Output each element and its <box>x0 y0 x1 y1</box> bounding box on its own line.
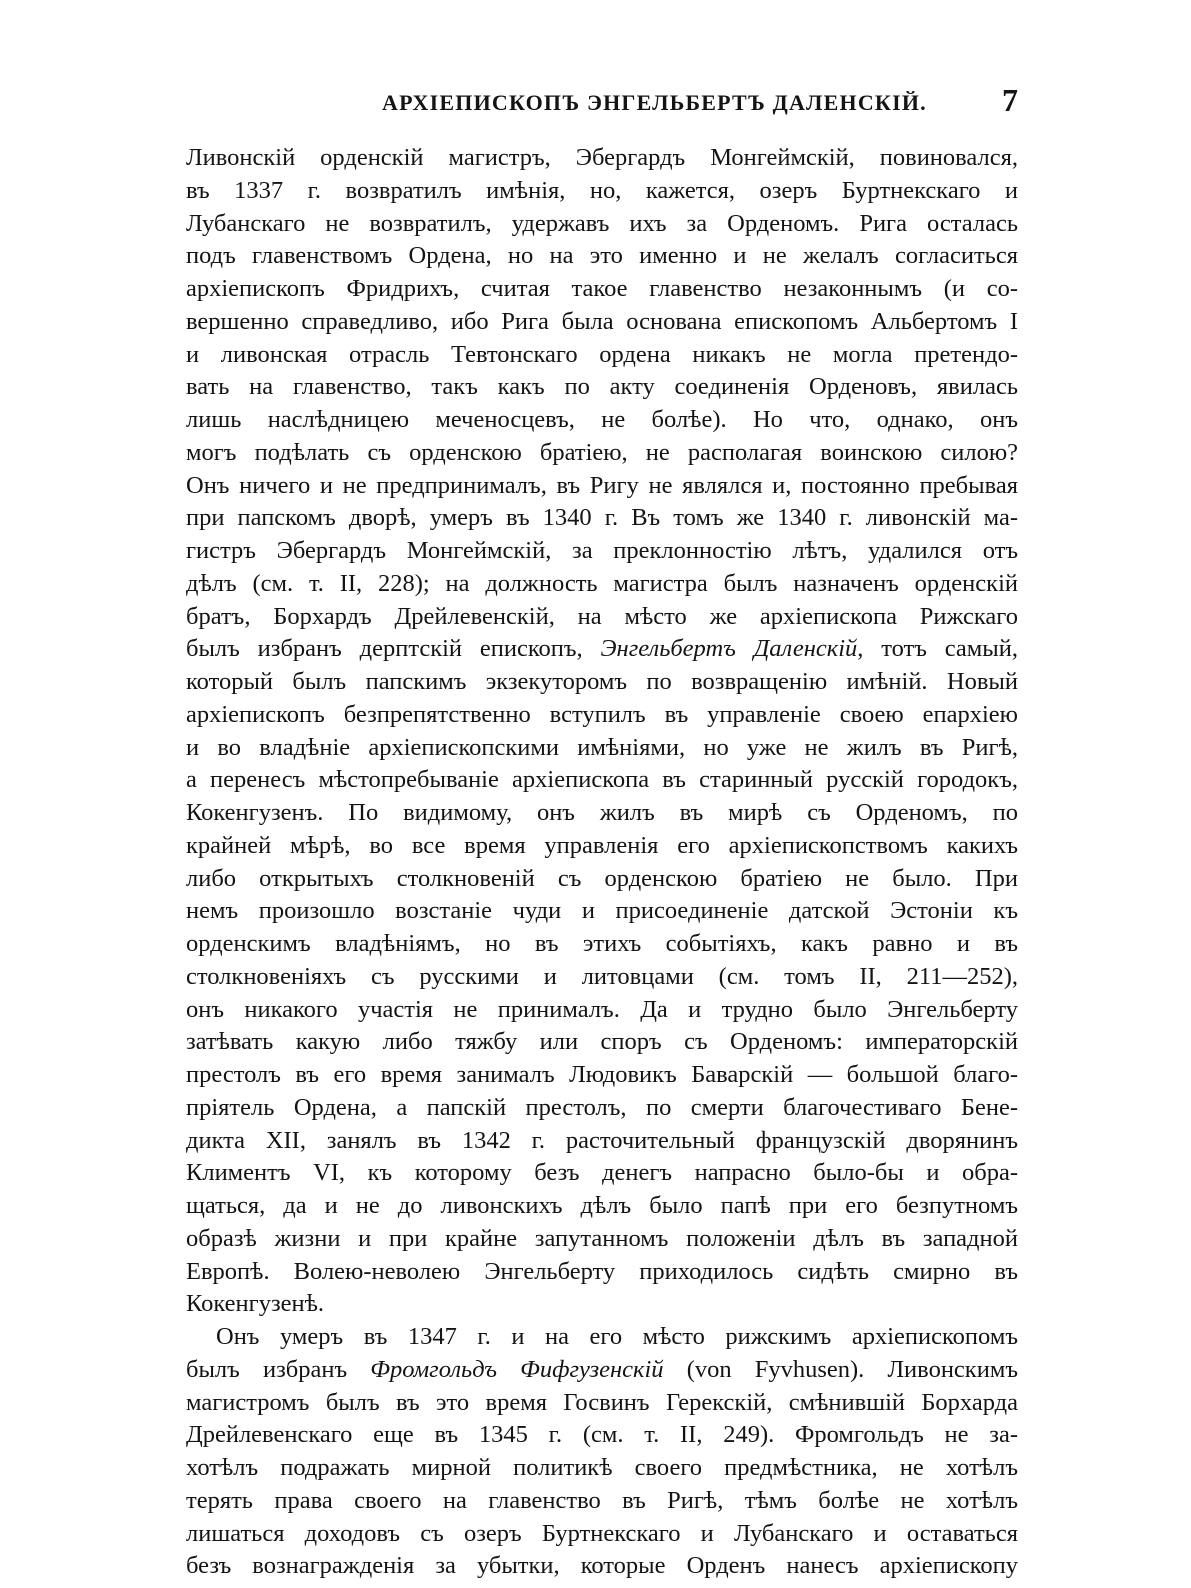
body-text <box>186 142 1019 1580</box>
text-line: и во владѣніе архіепископскими имѣніями, но уже не жилъ въ Ригѣ, <box>186 733 1018 761</box>
text-line: магистромъ былъ въ это время Госвинъ Герекскій, смѣнившій Борхарда <box>186 1388 1018 1416</box>
text-line: крайней мѣрѣ, во все время управленія его архіепископствомъ какихъ <box>186 831 1018 859</box>
text-line: подъ главенствомъ Ордена, но на это именно и не желалъ согласиться <box>186 242 1018 270</box>
person-name-engelbert: Энгельбертъ Даленскій <box>600 635 858 663</box>
text-line: и ливонская отрасль Тевтонскаго ордена никакъ не могла претендо- <box>186 340 1018 368</box>
text-line-with-name <box>186 633 1018 666</box>
text-line: братъ, Борхардъ Дрейлевенскій, на мѣсто же архіепископа Рижскаго <box>186 602 1018 630</box>
text-line: а перенесъ мѣстопребываніе архіепископа въ старинный русскій городокъ, <box>186 766 1018 794</box>
running-title: АРХІЕПИСКОПЪ ЭНГЕЛЬБЕРТЪ ДАЛЕНСКІЙ. <box>382 90 927 115</box>
line-text-before: былъ избранъ дерптскій епископъ, <box>186 635 601 663</box>
text-line-last: Кокенгузенѣ. <box>186 1290 325 1318</box>
text-line-with-name <box>186 1354 1018 1387</box>
running-head <box>186 80 1018 126</box>
text-line: Климентъ VI, къ которому безъ денегъ напрасно было-бы и обра- <box>186 1159 1018 1187</box>
text-line: либо открытыхъ столкновеній съ орденскою братіею не было. При <box>186 864 1018 892</box>
text-line: лишаться доходовъ съ озеръ Буртнекскаго и Лубанскаго и оставаться <box>186 1519 1018 1547</box>
text-line: престолъ въ его время занималъ Людовикъ Баварскій — большой благо- <box>186 1061 1018 1088</box>
paragraph-1 <box>186 142 1018 1321</box>
text-line: Лубанскаго не возвратилъ, удержавъ ихъ за Орденомъ. Рига осталась <box>186 209 1018 237</box>
page-number: 7 <box>1002 82 1018 118</box>
text-line: Европѣ. Волею-неволею Энгельберту приходилось сидѣть смирно въ <box>186 1257 1018 1285</box>
text-line: архіепископъ Фридрихъ, считая такое главенство незаконнымъ (и со- <box>186 275 1018 302</box>
text-line: дѣлъ (см. т. II, 228); на должность магистра былъ назначенъ орденскій <box>186 569 1018 597</box>
text-line: лишь наслѣдницею меченосцевъ, не болѣе). Но что, однако, онъ <box>186 406 1018 433</box>
text-line: который былъ папскимъ экзекуторомъ по возвращенію имѣній. Новый <box>186 668 1018 695</box>
text-line: Дрейлевенскаго еще въ 1345 г. (см. т. II, 249). Фромгольдъ не за- <box>186 1421 1018 1449</box>
line-text-after: (von Fyvhusen). Ливонскимъ <box>663 1355 1018 1383</box>
text-line: орденскимъ владѣніямъ, но въ этихъ событіяхъ, какъ равно и въ <box>186 930 1018 957</box>
text-line: Кокенгузенъ. По видимому, онъ жилъ въ мирѣ съ Орденомъ, по <box>186 799 1018 826</box>
text-line: щаться, да и не до ливонскихъ дѣлъ было папѣ при его безпутномъ <box>186 1192 1018 1219</box>
text-line: Ливонскій орденскій магистръ, Эбергардъ Монгеймскій, повиновался, <box>186 144 1018 171</box>
text-line: немъ произошло возстаніе чуди и присоединеніе датской Эстоніи къ <box>186 897 1018 925</box>
text-line-indented: Онъ умеръ въ 1347 г. и на его мѣсто рижскимъ архіепископомъ <box>216 1323 1018 1350</box>
text-line: при папскомъ дворѣ, умеръ въ 1340 г. Въ томъ же 1340 г. ливонскій ма- <box>186 504 1018 532</box>
text-line: терять права своего на главенство въ Ригѣ, тѣмъ болѣе не хотѣлъ <box>186 1486 1018 1514</box>
paragraph-2 <box>186 1321 1018 1583</box>
text-line: могъ подѣлать съ орденскою братіею, не располагая воинскою силою? <box>186 438 1018 466</box>
line-text-after: , тотъ самый, <box>857 635 1019 663</box>
text-line: въ 1337 г. возвратилъ имѣнія, но, кажется, озеръ Буртнекскаго и <box>186 176 1018 204</box>
text-line: столкновеніяхъ съ русскими и литовцами (см. томъ II, 211—252), <box>186 962 1018 990</box>
text-line: архіепископъ безпрепятственно вступилъ въ управленіе своею епархіею <box>186 700 1018 728</box>
text-line: Онъ ничего и не предпринималъ, въ Ригу не являлся и, постоянно пребывая <box>186 471 1018 499</box>
text-line: образѣ жизни и при крайне запутанномъ положеніи дѣлъ въ западной <box>186 1224 1018 1252</box>
line-text-before: былъ избранъ <box>186 1355 371 1383</box>
text-line: хотѣлъ подражать мирной политикѣ своего предмѣстника, не хотѣлъ <box>186 1454 1018 1481</box>
person-name-fromgold: Фромгольдъ Фифгузенскій <box>370 1355 664 1383</box>
text-line: вершенно справедливо, ибо Рига была основана епископомъ Альбертомъ I <box>186 307 1018 335</box>
text-line: вать на главенство, такъ какъ по акту соединенія Орденовъ, явилась <box>186 373 1018 401</box>
text-line: пріятель Ордена, а папскій престолъ, по смерти благочестиваго Бене- <box>186 1093 1018 1121</box>
text-line: онъ никакого участія не принималъ. Да и трудно было Энгельберту <box>186 995 1018 1023</box>
text-line: гистръ Эбергардъ Монгеймскій, за преклонностію лѣтъ, удалился отъ <box>186 537 1018 564</box>
text-line: затѣвать какую либо тяжбу или споръ съ Орденомъ: императорскій <box>186 1028 1018 1056</box>
text-line: безъ вознагражденія за убытки, которые Орденъ нанесъ архіепископу <box>186 1552 1018 1580</box>
text-line: дикта XII, занялъ въ 1342 г. расточительный французскій дворянинъ <box>186 1126 1018 1154</box>
